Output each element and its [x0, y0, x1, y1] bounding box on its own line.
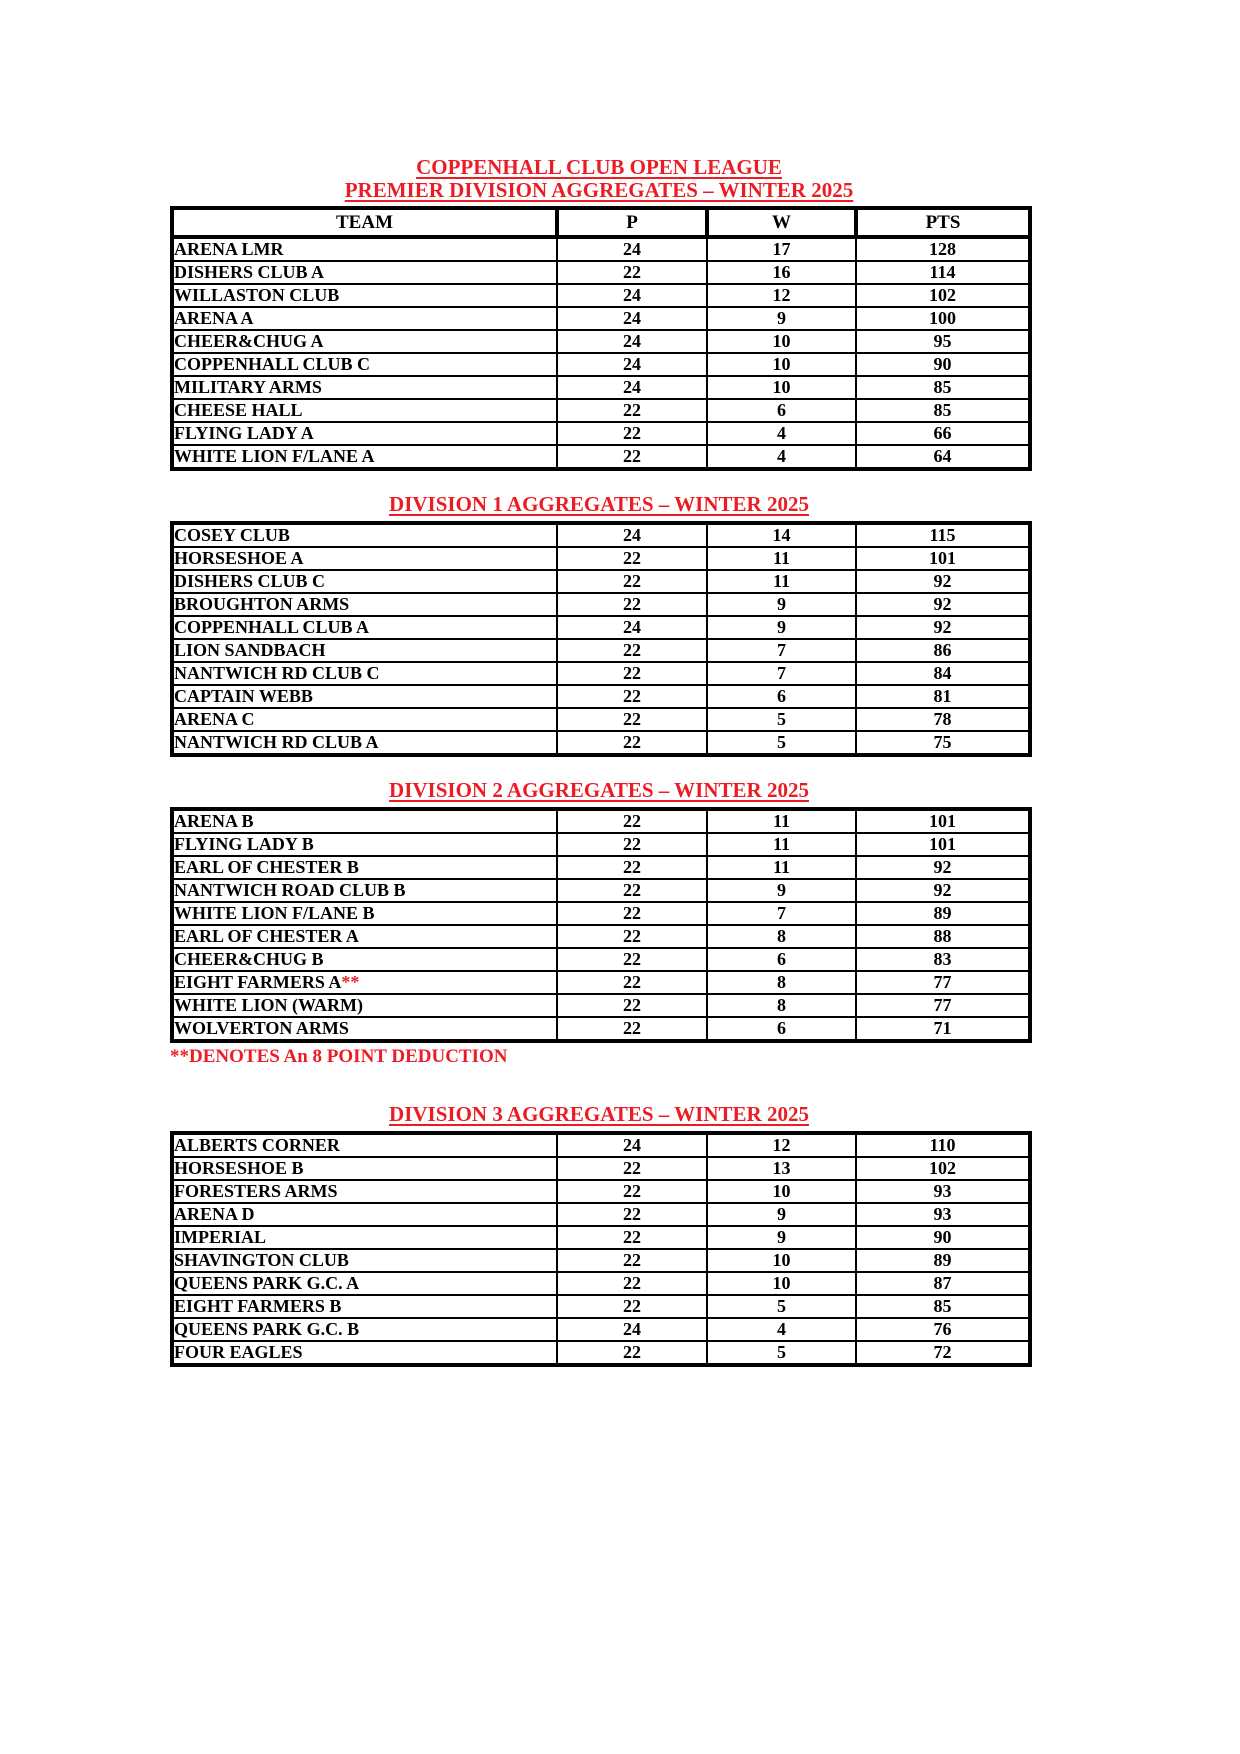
points-cell: 114	[856, 261, 1030, 284]
played-cell: 24	[557, 353, 707, 376]
header-row	[172, 208, 1030, 237]
points-cell: 85	[856, 1295, 1030, 1318]
played-cell: 22	[557, 445, 707, 469]
table-row	[172, 261, 1030, 284]
points-cell: 128	[856, 237, 1030, 261]
table-row	[172, 284, 1030, 307]
section-division2	[170, 779, 1028, 1067]
team-cell: ARENA B	[172, 809, 557, 833]
deduction-marker: **	[341, 972, 360, 992]
points-cell: 92	[856, 856, 1030, 879]
wins-cell: 5	[707, 1295, 856, 1318]
played-cell: 22	[557, 948, 707, 971]
table-row	[172, 809, 1030, 833]
team-cell: DISHERS CLUB A	[172, 261, 557, 284]
table-row	[172, 1180, 1030, 1203]
table-row	[172, 445, 1030, 469]
page-title	[170, 156, 1028, 202]
wins-cell: 12	[707, 284, 856, 307]
team-cell: FLYING LADY B	[172, 833, 557, 856]
wins-cell: 9	[707, 1203, 856, 1226]
points-cell: 86	[856, 639, 1030, 662]
wins-cell: 10	[707, 376, 856, 399]
wins-cell: 9	[707, 593, 856, 616]
table-row	[172, 376, 1030, 399]
played-cell: 22	[557, 1226, 707, 1249]
played-cell: 22	[557, 1295, 707, 1318]
team-cell: CHEER&CHUG A	[172, 330, 557, 353]
points-cell: 92	[856, 593, 1030, 616]
team-cell: ALBERTS CORNER	[172, 1133, 557, 1157]
team-cell: WHITE LION F/LANE B	[172, 902, 557, 925]
wins-cell: 7	[707, 639, 856, 662]
played-cell: 24	[557, 376, 707, 399]
points-cell: 76	[856, 1318, 1030, 1341]
table-row	[172, 662, 1030, 685]
wins-cell: 5	[707, 708, 856, 731]
wins-cell: 14	[707, 523, 856, 547]
table-row	[172, 1133, 1030, 1157]
table-row	[172, 639, 1030, 662]
table-row	[172, 731, 1030, 755]
played-cell: 24	[557, 284, 707, 307]
wins-cell: 11	[707, 809, 856, 833]
team-cell: WILLASTON CLUB	[172, 284, 557, 307]
deduction-footnote: **DENOTES An 8 POINT DEDUCTION	[170, 1046, 508, 1067]
played-cell: 22	[557, 902, 707, 925]
team-cell: FLYING LADY A	[172, 422, 557, 445]
team-cell: HORSESHOE B	[172, 1157, 557, 1180]
wins-cell: 8	[707, 994, 856, 1017]
section-heading-division3: DIVISION 3 AGGREGATES – WINTER 2025	[389, 1102, 809, 1126]
table-row	[172, 616, 1030, 639]
points-cell: 81	[856, 685, 1030, 708]
section-heading-division1: DIVISION 1 AGGREGATES – WINTER 2025	[389, 492, 809, 516]
wins-cell: 10	[707, 1180, 856, 1203]
points-cell: 75	[856, 731, 1030, 755]
played-cell: 24	[557, 523, 707, 547]
table-row	[172, 856, 1030, 879]
standings-table-premier	[170, 206, 1032, 471]
played-cell: 22	[557, 994, 707, 1017]
points-cell: 89	[856, 902, 1030, 925]
played-header: P	[557, 208, 707, 237]
played-cell: 24	[557, 616, 707, 639]
wins-cell: 9	[707, 307, 856, 330]
wins-cell: 9	[707, 1226, 856, 1249]
team-cell: EIGHT FARMERS A**	[172, 971, 557, 994]
table-row	[172, 1295, 1030, 1318]
team-cell: CAPTAIN WEBB	[172, 685, 557, 708]
tables-host	[170, 206, 1028, 1367]
team-cell: BROUGHTON ARMS	[172, 593, 557, 616]
played-cell: 22	[557, 399, 707, 422]
wins-cell: 9	[707, 616, 856, 639]
table-row	[172, 570, 1030, 593]
table-row	[172, 1341, 1030, 1365]
team-cell: ARENA A	[172, 307, 557, 330]
played-cell: 22	[557, 1203, 707, 1226]
table-row	[172, 307, 1030, 330]
team-cell: ARENA LMR	[172, 237, 557, 261]
table-row	[172, 971, 1030, 994]
played-cell: 22	[557, 1272, 707, 1295]
table-row	[172, 399, 1030, 422]
team-cell: FORESTERS ARMS	[172, 1180, 557, 1203]
points-cell: 71	[856, 1017, 1030, 1041]
team-cell: DISHERS CLUB C	[172, 570, 557, 593]
table-row	[172, 422, 1030, 445]
played-cell: 22	[557, 685, 707, 708]
wins-cell: 5	[707, 1341, 856, 1365]
team-cell: NANTWICH RD CLUB C	[172, 662, 557, 685]
points-cell: 115	[856, 523, 1030, 547]
wins-cell: 6	[707, 685, 856, 708]
played-cell: 22	[557, 1157, 707, 1180]
played-cell: 22	[557, 925, 707, 948]
team-cell: COPPENHALL CLUB C	[172, 353, 557, 376]
wins-header: W	[707, 208, 856, 237]
wins-cell: 9	[707, 879, 856, 902]
team-cell: EIGHT FARMERS B	[172, 1295, 557, 1318]
points-cell: 88	[856, 925, 1030, 948]
points-cell: 83	[856, 948, 1030, 971]
table-row	[172, 1203, 1030, 1226]
team-cell: CHEESE HALL	[172, 399, 557, 422]
table-row	[172, 1017, 1030, 1041]
wins-cell: 4	[707, 422, 856, 445]
section-heading-division2: DIVISION 2 AGGREGATES – WINTER 2025	[389, 778, 809, 802]
played-cell: 22	[557, 971, 707, 994]
document-page	[170, 156, 1028, 1367]
table-row	[172, 353, 1030, 376]
team-header: TEAM	[172, 208, 557, 237]
points-cell: 90	[856, 353, 1030, 376]
wins-cell: 6	[707, 1017, 856, 1041]
wins-cell: 4	[707, 1318, 856, 1341]
points-cell: 77	[856, 971, 1030, 994]
table-row	[172, 879, 1030, 902]
table-row	[172, 833, 1030, 856]
team-cell: WHITE LION F/LANE A	[172, 445, 557, 469]
played-cell: 22	[557, 422, 707, 445]
wins-cell: 11	[707, 570, 856, 593]
team-cell: HORSESHOE A	[172, 547, 557, 570]
team-cell: ARENA D	[172, 1203, 557, 1226]
wins-cell: 13	[707, 1157, 856, 1180]
points-cell: 72	[856, 1341, 1030, 1365]
played-cell: 22	[557, 731, 707, 755]
played-cell: 24	[557, 237, 707, 261]
wins-cell: 11	[707, 856, 856, 879]
table-row	[172, 685, 1030, 708]
team-cell: FOUR EAGLES	[172, 1341, 557, 1365]
table-row	[172, 1226, 1030, 1249]
table-row	[172, 547, 1030, 570]
table-row	[172, 1249, 1030, 1272]
wins-cell: 10	[707, 1249, 856, 1272]
team-cell: COSEY CLUB	[172, 523, 557, 547]
team-cell: QUEENS PARK G.C. B	[172, 1318, 557, 1341]
team-cell: EARL OF CHESTER A	[172, 925, 557, 948]
team-cell: CHEER&CHUG B	[172, 948, 557, 971]
points-cell: 100	[856, 307, 1030, 330]
table-row	[172, 948, 1030, 971]
played-cell: 24	[557, 307, 707, 330]
points-cell: 92	[856, 879, 1030, 902]
played-cell: 22	[557, 1017, 707, 1041]
team-cell: NANTWICH RD CLUB A	[172, 731, 557, 755]
table-row	[172, 1272, 1030, 1295]
points-cell: 85	[856, 399, 1030, 422]
points-cell: 92	[856, 570, 1030, 593]
played-cell: 22	[557, 593, 707, 616]
played-cell: 22	[557, 856, 707, 879]
points-cell: 102	[856, 284, 1030, 307]
points-cell: 87	[856, 1272, 1030, 1295]
points-cell: 101	[856, 809, 1030, 833]
team-cell: SHAVINGTON CLUB	[172, 1249, 557, 1272]
points-cell: 101	[856, 833, 1030, 856]
wins-cell: 12	[707, 1133, 856, 1157]
wins-cell: 8	[707, 925, 856, 948]
wins-cell: 5	[707, 731, 856, 755]
points-cell: 102	[856, 1157, 1030, 1180]
wins-cell: 11	[707, 547, 856, 570]
points-cell: 101	[856, 547, 1030, 570]
table-row	[172, 902, 1030, 925]
wins-cell: 11	[707, 833, 856, 856]
wins-cell: 10	[707, 330, 856, 353]
table-row	[172, 925, 1030, 948]
points-cell: 78	[856, 708, 1030, 731]
points-cell: 66	[856, 422, 1030, 445]
table-row	[172, 593, 1030, 616]
played-cell: 22	[557, 570, 707, 593]
played-cell: 22	[557, 833, 707, 856]
section-premier	[170, 206, 1028, 471]
played-cell: 24	[557, 330, 707, 353]
points-cell: 93	[856, 1180, 1030, 1203]
points-cell: 92	[856, 616, 1030, 639]
standings-table-division2	[170, 807, 1032, 1043]
table-row	[172, 330, 1030, 353]
points-cell: 77	[856, 994, 1030, 1017]
points-cell: 90	[856, 1226, 1030, 1249]
points-cell: 85	[856, 376, 1030, 399]
played-cell: 22	[557, 639, 707, 662]
played-cell: 22	[557, 1341, 707, 1365]
wins-cell: 10	[707, 1272, 856, 1295]
wins-cell: 6	[707, 948, 856, 971]
played-cell: 22	[557, 879, 707, 902]
wins-cell: 6	[707, 399, 856, 422]
points-cell: 89	[856, 1249, 1030, 1272]
wins-cell: 8	[707, 971, 856, 994]
points-cell: 95	[856, 330, 1030, 353]
table-row	[172, 237, 1030, 261]
points-header: PTS	[856, 208, 1030, 237]
played-cell: 24	[557, 1133, 707, 1157]
played-cell: 22	[557, 1180, 707, 1203]
wins-cell: 17	[707, 237, 856, 261]
points-cell: 84	[856, 662, 1030, 685]
played-cell: 24	[557, 1318, 707, 1341]
team-cell: WHITE LION (WARM)	[172, 994, 557, 1017]
table-row	[172, 523, 1030, 547]
team-cell: NANTWICH ROAD CLUB B	[172, 879, 557, 902]
table-row	[172, 994, 1030, 1017]
wins-cell: 16	[707, 261, 856, 284]
team-cell: ARENA C	[172, 708, 557, 731]
page-title-line2: PREMIER DIVISION AGGREGATES – WINTER 2025	[344, 178, 854, 202]
points-cell: 110	[856, 1133, 1030, 1157]
table-row	[172, 1318, 1030, 1341]
section-division3	[170, 1103, 1028, 1367]
team-cell: COPPENHALL CLUB A	[172, 616, 557, 639]
table-row	[172, 708, 1030, 731]
points-cell: 93	[856, 1203, 1030, 1226]
played-cell: 22	[557, 1249, 707, 1272]
played-cell: 22	[557, 708, 707, 731]
team-cell: EARL OF CHESTER B	[172, 856, 557, 879]
team-cell: LION SANDBACH	[172, 639, 557, 662]
table-row	[172, 1157, 1030, 1180]
standings-table-division3	[170, 1131, 1032, 1367]
team-cell: QUEENS PARK G.C. A	[172, 1272, 557, 1295]
section-division1	[170, 493, 1028, 757]
wins-cell: 10	[707, 353, 856, 376]
team-cell: IMPERIAL	[172, 1226, 557, 1249]
wins-cell: 7	[707, 902, 856, 925]
standings-table-division1	[170, 521, 1032, 757]
wins-cell: 7	[707, 662, 856, 685]
team-cell: WOLVERTON ARMS	[172, 1017, 557, 1041]
page-title-line1: COPPENHALL CLUB OPEN LEAGUE	[416, 155, 782, 179]
played-cell: 22	[557, 809, 707, 833]
played-cell: 22	[557, 547, 707, 570]
team-cell: MILITARY ARMS	[172, 376, 557, 399]
played-cell: 22	[557, 261, 707, 284]
points-cell: 64	[856, 445, 1030, 469]
played-cell: 22	[557, 662, 707, 685]
wins-cell: 4	[707, 445, 856, 469]
